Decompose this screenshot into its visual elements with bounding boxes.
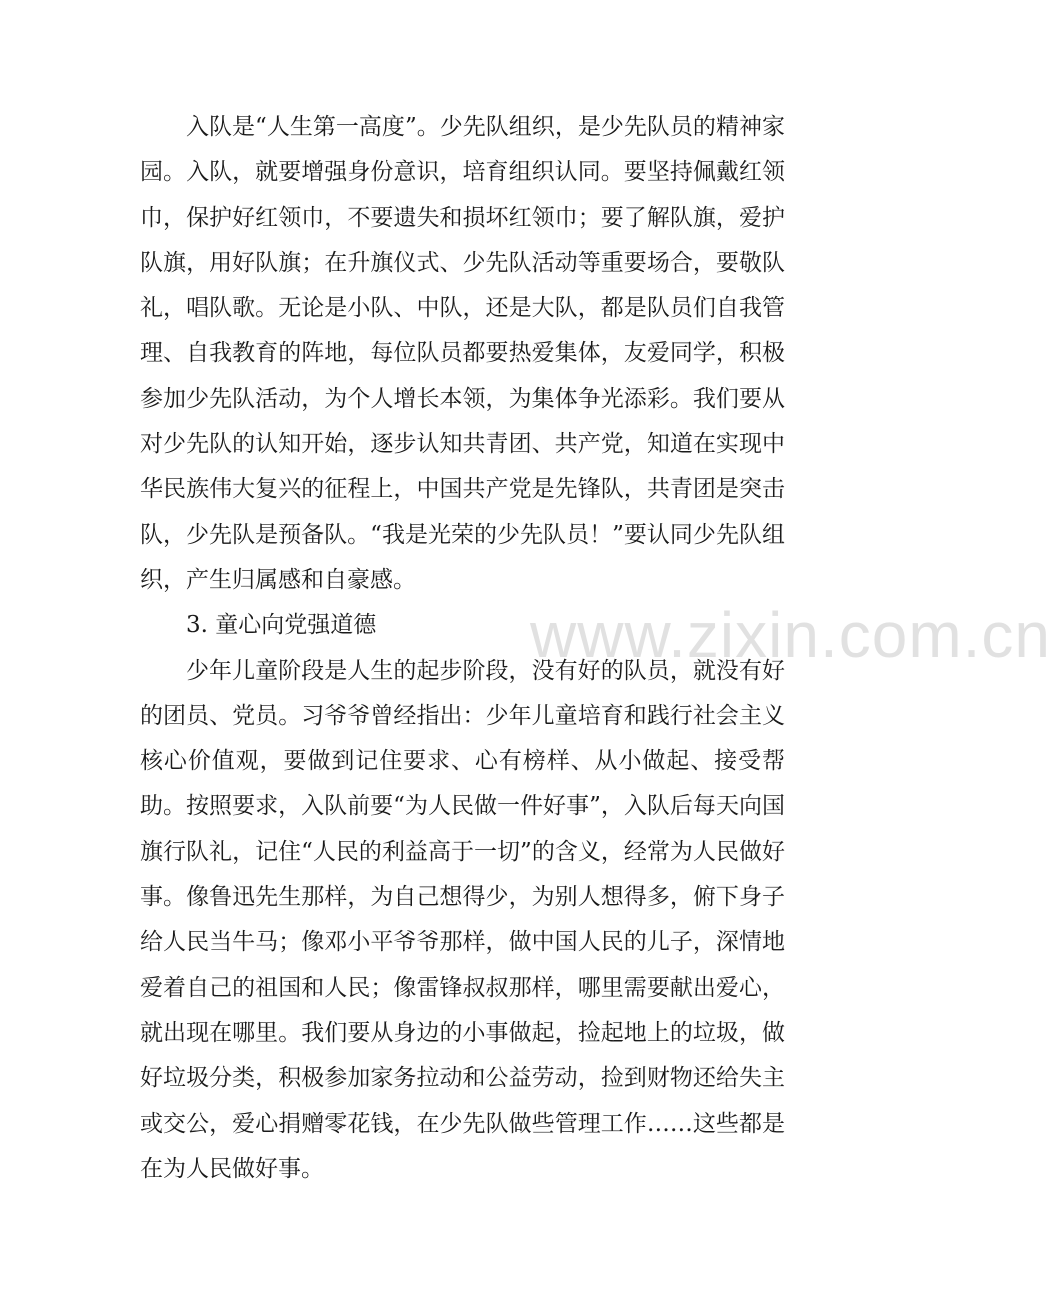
section-heading: 3. 童心向党强道德 [186,612,377,639]
document-body [140,105,785,1192]
watermark-text: www.zixin.com.cn [530,599,1051,671]
paragraph-morality: 少年儿童阶段是人生的起步阶段，没有好的队员，就没有好的团员、党员。习爷爷曾经指出：少年儿童培育和践行社会主义核心价值观，要做到记住要求、心有榜样、从小做起、接受帮助。按照要求，入队前要“为人民做一件好事”，入队后每天向国旗行队礼，记住“人民的利益高于一切”的含义，经常为人民做好事。像鲁迅先生那样，为自己想得少，为别人想得多，俯下身子给人民当牛马；像邓小平爷爷那样，做中国人民的儿子，深情地爱着自己的祖国和人民；像雷锋叔叔那样，哪里需要献出爱心，就出现在哪里。我们要从身边的小事做起，捡起地上的垃圾，做好垃圾分类，积极参加家务拉动和公益劳动，捡到财物还给失主或交公，爱心捐赠零花钱，在少先队做些管理工作……这些都是在为人民做好事。 [140,657,785,1182]
paragraph-joining-team: 入队是“人生第一高度”。少先队组织，是少先队员的精神家园。入队，就要增强身份意识，培育组织认同。要坚持佩戴红领巾，保护好红领巾，不要遗失和损坏红领巾；要了解队旗，爱护队旗，用好队旗；在升旗仪式、少先队活动等重要场合，要敬队礼，唱队歌。无论是小队、中队，还是大队，都是队员们自我管理、自我教育的阵地，每位队员都要热爱集体，友爱同学，积极参加少先队活动，为个人增长本领，为集体争光添彩。我们要从对少先队的认知开始，逐步认知共青团、共产党，知道在实现中华民族伟大复兴的征程上，中国共产党是先锋队，共青团是突击队，少先队是预备队。“我是光荣的少先队员！”要认同少先队组织，产生归属感和自豪感。 [140,114,785,593]
